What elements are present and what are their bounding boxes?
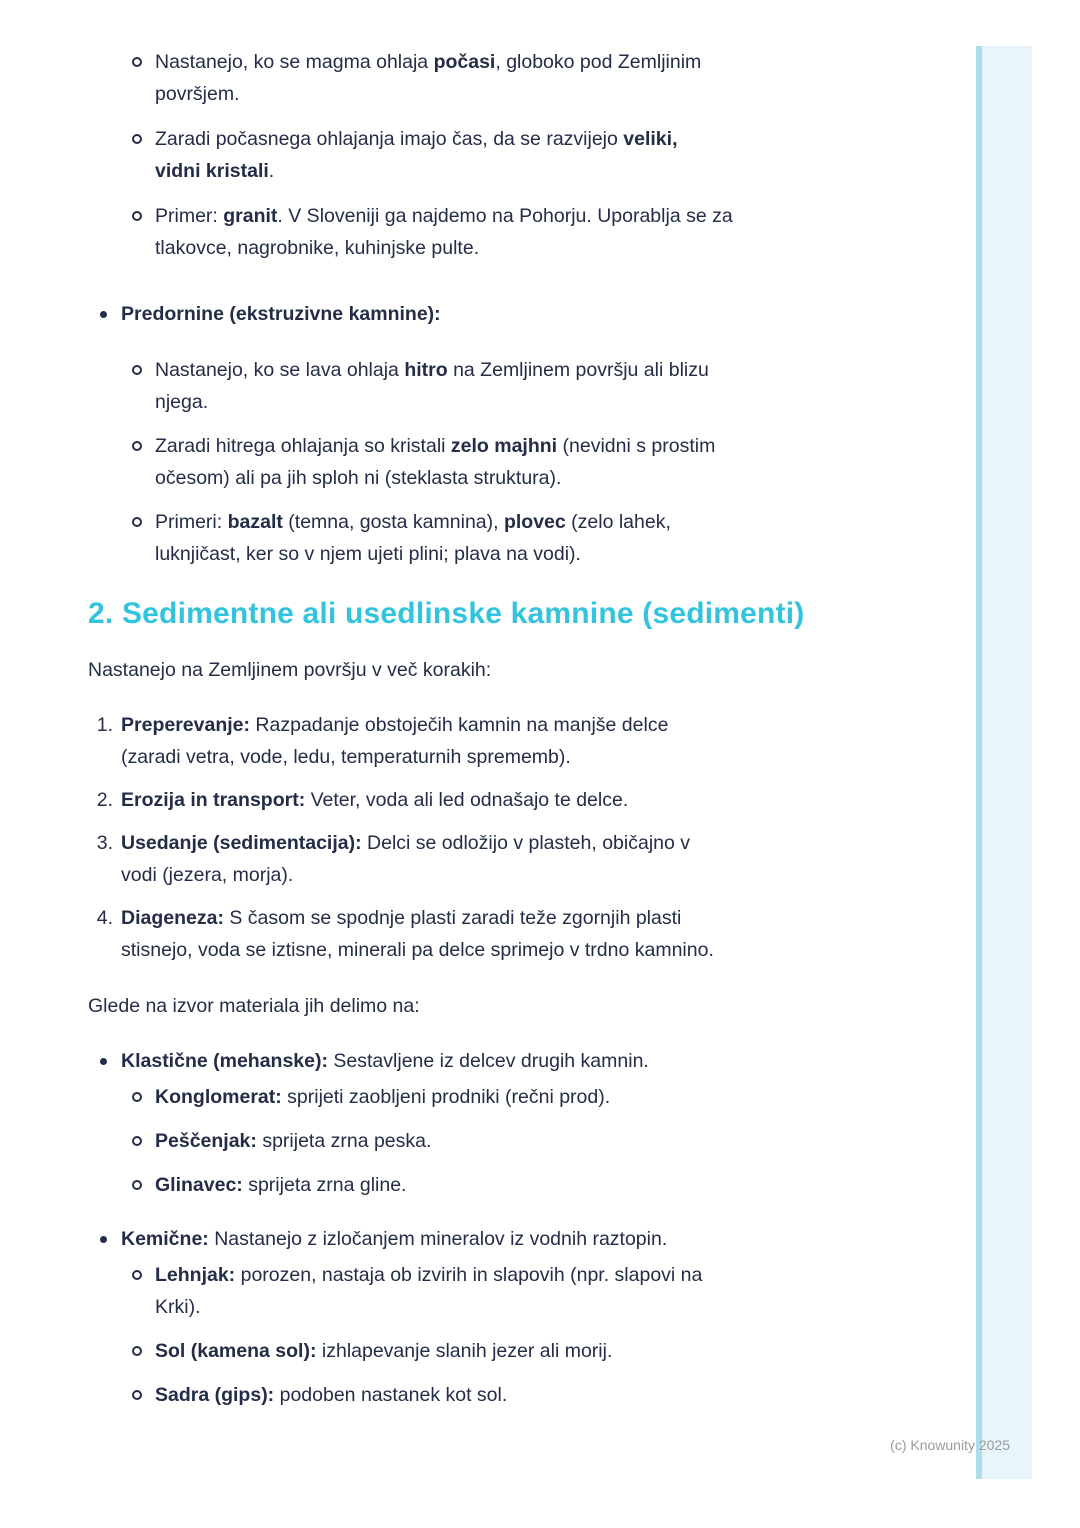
text: sprijeta zrna gline. xyxy=(242,1174,407,1196)
bold-text: Usedanje (sedimentacija): xyxy=(121,832,362,854)
bullet-group-title-text xyxy=(121,1045,649,1077)
bullet-group-title xyxy=(88,1223,938,1255)
disc-bullet-icon xyxy=(100,311,107,318)
text: . V Sloveniji ga najdemo na Pohorju. Uporablja se za xyxy=(277,205,733,227)
disc-bullet-icon xyxy=(100,1058,107,1065)
bold-text: Kemične: xyxy=(121,1228,209,1250)
text: (nevidni s prostim xyxy=(557,435,716,457)
list-item xyxy=(88,200,938,264)
bold-text: Preperevanje: xyxy=(121,714,250,736)
text: porozen, nastaja ob izvirih in slapovih (npr. slapovi na xyxy=(235,1264,703,1286)
list-item-text xyxy=(155,430,715,494)
text: tlakovce, nagrobnike, kuhinjske pulte. xyxy=(155,237,480,259)
circle-bullet-icon xyxy=(132,1180,142,1190)
item-number: 3. xyxy=(96,832,113,854)
text: sprijeta zrna peska. xyxy=(256,1130,432,1152)
text: stisnejo, voda se iztisne, minerali pa delce sprimejo v trdno kamnino. xyxy=(121,939,714,961)
list-item xyxy=(88,354,938,418)
text: Nastanejo, ko se magma ohlaja xyxy=(155,51,434,73)
text: podoben nastanek kot sol. xyxy=(274,1384,508,1406)
list-item-text xyxy=(155,1259,702,1323)
copyright-notice: (c) Knowunity 2025 xyxy=(890,1437,1010,1453)
circle-bullet-icon xyxy=(132,517,142,527)
bold-text: hitro xyxy=(404,359,448,381)
text: njega. xyxy=(155,391,209,413)
item-number: 4. xyxy=(96,907,113,929)
list-item xyxy=(88,46,938,110)
bullet-group-title-text xyxy=(121,298,441,330)
text: (zaradi vetra, vode, ledu, temperaturnih sprememb). xyxy=(121,746,571,768)
circle-bullet-icon xyxy=(132,441,142,451)
circle-bullet-icon xyxy=(132,365,142,375)
list-item-text xyxy=(121,784,628,816)
circle-bullet-icon xyxy=(132,1390,142,1400)
text: luknjičast, ker so v njem ujeti plini; plava na vodi). xyxy=(155,543,581,565)
text: Veter, voda ali led odnašajo te delce. xyxy=(305,789,629,811)
right-accent-stripe xyxy=(976,46,1032,1479)
list-item xyxy=(88,1125,938,1157)
text: Primer: xyxy=(155,205,224,227)
text: Glede na izvor materiala jih delimo na: xyxy=(88,995,420,1017)
text: Krki). xyxy=(155,1296,201,1318)
paragraph xyxy=(88,990,938,1022)
text: Zaradi hitrega ohlajanja so kristali xyxy=(155,435,451,457)
list-item xyxy=(88,1081,938,1113)
text: Primeri: xyxy=(155,511,228,533)
bold-text: Predornine (ekstruzivne kamnine): xyxy=(121,303,441,325)
bold-text: Diageneza: xyxy=(121,907,224,929)
bullet-group-title xyxy=(88,1045,938,1077)
bold-text: Sadra (gips): xyxy=(155,1384,275,1406)
bold-text: vidni kristali xyxy=(155,160,269,182)
bullet-group xyxy=(88,1045,938,1201)
list-item xyxy=(88,1379,938,1411)
bold-text: zelo majhni xyxy=(450,435,558,457)
sub-bullet-list xyxy=(88,46,938,264)
item-number: 2. xyxy=(96,789,113,811)
text: Nastanejo, ko se lava ohlaja xyxy=(155,359,405,381)
circle-bullet-icon xyxy=(132,211,142,221)
text: (temna, gosta kamnina), xyxy=(282,511,504,533)
list-item xyxy=(88,1259,938,1323)
ordered-list-item xyxy=(88,784,938,816)
circle-bullet-icon xyxy=(132,1092,142,1102)
text: površjem. xyxy=(155,83,240,105)
bold-text: Konglomerat: xyxy=(155,1086,282,1108)
text: Razpadanje obstoječih kamnin na manjše delce xyxy=(250,714,669,736)
ordered-list xyxy=(88,709,938,966)
bold-text: Erozija in transport: xyxy=(121,789,306,811)
bold-text: veliki, xyxy=(623,128,678,150)
bold-text: Lehnjak: xyxy=(155,1264,236,1286)
bold-text: počasi xyxy=(433,51,496,73)
item-number: 1. xyxy=(96,714,113,736)
sub-bullet-list xyxy=(88,1081,938,1201)
list-item xyxy=(88,1169,938,1201)
section-heading: 2. Sedimentne ali usedlinske kamnine (sedimenti) xyxy=(88,597,805,630)
bullet-group-title xyxy=(88,298,938,330)
ordered-list-item xyxy=(88,827,938,891)
bold-text: plovec xyxy=(503,511,566,533)
list-item-text xyxy=(155,1081,610,1113)
bullet-group xyxy=(88,1223,938,1411)
bullet-group xyxy=(88,298,938,570)
text: Sestavljene iz delcev drugih kamnin. xyxy=(328,1050,649,1072)
list-item-text xyxy=(121,827,690,891)
bold-text: Sol (kamena sol): xyxy=(155,1340,317,1362)
circle-bullet-icon xyxy=(132,1136,142,1146)
list-item-text xyxy=(155,1169,406,1201)
text: očesom) ali pa jih sploh ni (steklasta struktura). xyxy=(155,467,562,489)
text: sprijeti zaobljeni prodniki (rečni prod). xyxy=(281,1086,611,1108)
bold-text: Peščenjak: xyxy=(155,1130,257,1152)
bold-text: Klastične (mehanske): xyxy=(121,1050,328,1072)
list-item-text xyxy=(155,46,701,110)
sub-bullet-list xyxy=(88,354,938,570)
list-item xyxy=(88,1335,938,1367)
text: . xyxy=(268,160,275,182)
list-item-text xyxy=(155,354,709,418)
list-item-text xyxy=(155,123,678,187)
list-item xyxy=(88,123,938,187)
text: (zelo lahek, xyxy=(565,511,671,533)
circle-bullet-icon xyxy=(132,57,142,67)
circle-bullet-icon xyxy=(132,1270,142,1280)
text: Delci se odložijo v plasteh, običajno v xyxy=(361,832,691,854)
text: Zaradi počasnega ohlajanja imajo čas, da se razvijejo xyxy=(155,128,624,150)
paragraph xyxy=(88,654,938,686)
circle-bullet-icon xyxy=(132,1346,142,1356)
text: , globoko pod Zemljinim xyxy=(495,51,702,73)
document-content xyxy=(88,46,938,1433)
list-item-text xyxy=(155,1125,431,1157)
text: vodi (jezera, morja). xyxy=(121,864,294,886)
list-item-text xyxy=(121,709,668,773)
ordered-list-item xyxy=(88,902,938,966)
ordered-list-item xyxy=(88,709,938,773)
text: S časom se spodnje plasti zaradi teže zgornjih plasti xyxy=(223,907,682,929)
list-item xyxy=(88,430,938,494)
list-item-text xyxy=(121,902,714,966)
list-item-text xyxy=(155,1335,612,1367)
circle-bullet-icon xyxy=(132,134,142,144)
bullet-group-title-text xyxy=(121,1223,667,1255)
text: na Zemljinem površju ali blizu xyxy=(447,359,709,381)
list-item-text xyxy=(155,1379,507,1411)
bold-text: granit xyxy=(223,205,278,227)
disc-bullet-icon xyxy=(100,1236,107,1243)
text: izhlapevanje slanih jezer ali morij. xyxy=(316,1340,613,1362)
text: Nastanejo na Zemljinem površju v več korakih: xyxy=(88,659,492,681)
bold-text: Glinavec: xyxy=(155,1174,243,1196)
sub-bullet-list xyxy=(88,1259,938,1411)
list-item xyxy=(88,506,938,570)
text: Nastanejo z izločanjem mineralov iz vodnih raztopin. xyxy=(208,1228,668,1250)
list-item-text xyxy=(155,506,671,570)
bold-text: bazalt xyxy=(227,511,283,533)
list-item-text xyxy=(155,200,733,264)
